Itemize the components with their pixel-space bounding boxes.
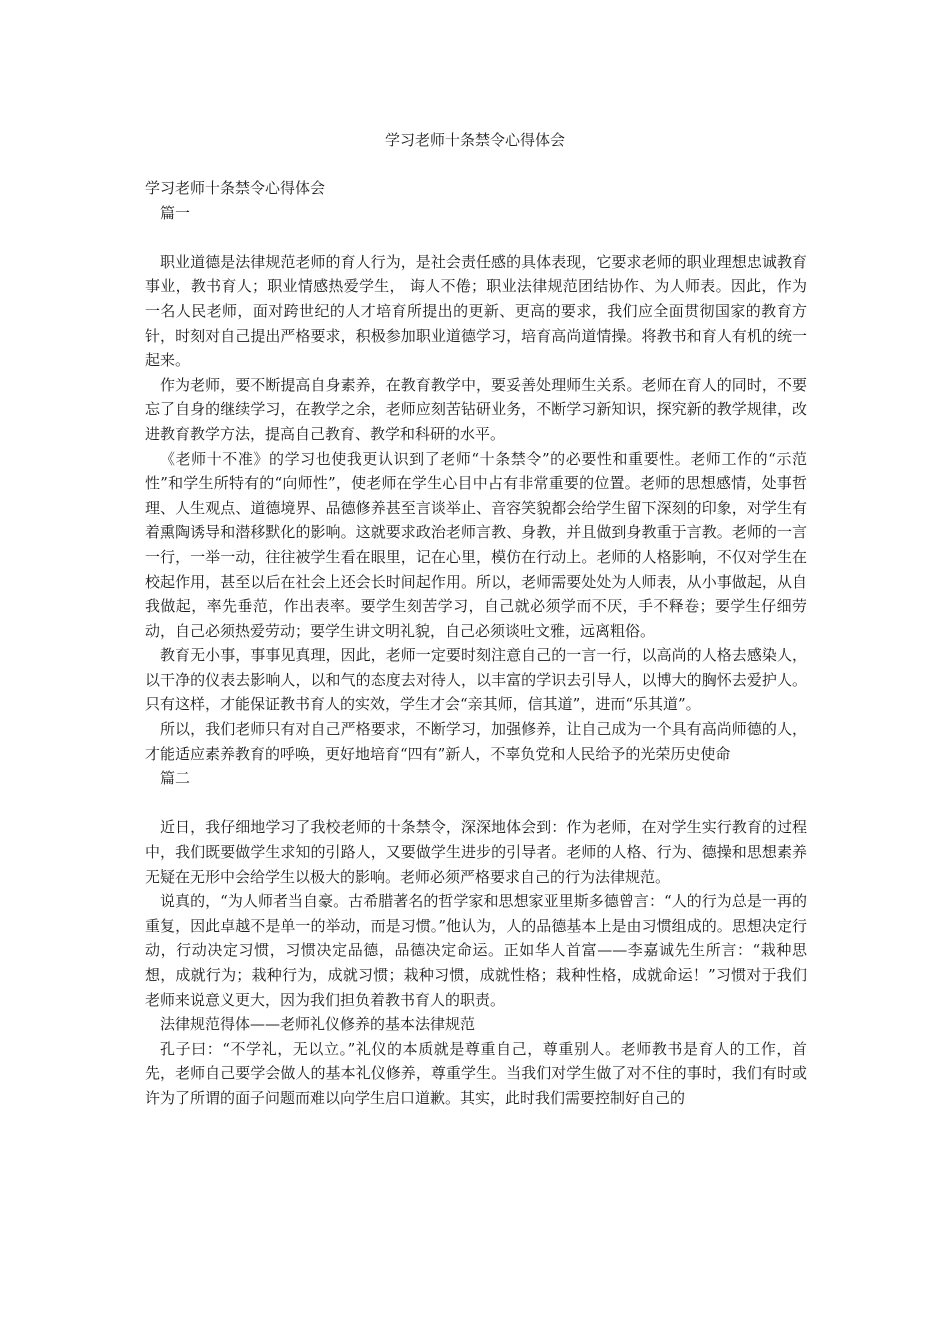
paragraph: 所以，我们老师只有对自己严格要求，不断学习，加强修养，让自己成为一个具有高尚师德的人，才能适应素养教育的呼唤，更好地培育“四有”新人，不辜负党和人民给予的光荣历史使命 <box>145 720 807 763</box>
paragraph: 教育无小事，事事见真理，因此，老师一定要时刻注意自己的一言一行，以高尚的人格去感染人，以干净的仪表去影响人，以和气的态度去对待人，以丰富的学识去引导人，以博大的胸怀去爱护人。只有这样，才能保证教书育人的实效，学生才会“亲其师，信其道”，进而“乐其道”。 <box>145 646 807 714</box>
section-heading: 篇一 <box>160 203 191 222</box>
section-heading: 篇二 <box>160 769 191 788</box>
paragraph: 孔子曰：“不学礼，无以立。”礼仪的本质就是尊重自己，尊重别人。老师教书是育人的工作，首先，老师自己要学会做人的基本礼仪修养，尊重学生。当我们对学生做了对不住的事时，我们有时或许为了所谓的面子问题而难以向学生启口道歉。其实，此时我们需要控制好自己的 <box>145 1039 807 1107</box>
document-subtitle: 学习老师十条禁令心得体会 <box>145 179 326 197</box>
document-body <box>145 176 807 1111</box>
document-title: 学习老师十条禁令心得体会 <box>384 131 565 149</box>
paragraph: 职业道德是法律规范老师的育人行为，是社会责任感的具体表现，它要求老师的职业理想忠诚教育事业，教书育人；职业情感热爱学生， 诲人不倦；职业法律规范团结协作、为人师表。因此，作为一名人民老师，面对跨世纪的人才培育所提出的更新、更高的要求，我们应全面贯彻国家的教育方针，时刻对自己提出严格要求，积极参加职业道德学习，培育高尚道情操。将教书和育人有机的统一起来。 <box>145 252 807 370</box>
paragraph: 法律规范得体——老师礼仪修养的基本法律规范 <box>160 1015 476 1034</box>
blank-line <box>145 791 807 816</box>
paragraph: 说真的，“为人师者当自豪。古希腊著名的哲学家和思想家亚里斯多德曾言：“人的行为总是一再的重复，因此卓越不是单一的举动，而是习惯。”他认为，人的品德基本上是由习惯组成的。思想决定行动，行动决定习惯，习惯决定品德，品德决定命运。正如华人首富——李嘉诚先生所言：“栽种思想，成就行为；栽种行为，成就习惯；栽种习惯，成就性格；栽种性格，成就命运！”习惯对于我们老师来说意义更大，因为我们担负着教书育人的职责。 <box>145 892 807 1009</box>
blank-line <box>145 225 807 250</box>
paragraph: 《老师十不准》的学习也使我更认识到了老师“十条禁令”的必要性和重要性。老师工作的“示范性”和学生所特有的“向师性”，使老师在学生心目中占有非常重要的位置。老师的思想感情，处事哲理、人生观点、道德境界、品德修养甚至言谈举止、音容笑貌都会给学生留下深刻的印象，对学生有着熏陶诱导和潜移默化的影响。这就要求政治老师言教、身教，并且做到身教重于言教。老师的一言一行，一举一动，往往被学生看在眼里，记在心里，模仿在行动上。老师的人格影响，不仅对学生在校起作用，甚至以后在社会上还会长时间起作用。所以，老师需要处处为人师表，从小事做起，从自我做起，率先垂范，作出表率。要学生刻苦学习，自己就必须学而不厌，手不释卷；要学生仔细劳动，自己必须热爱劳动；要学生讲文明礼貌，自己必须谈吐文雅，远离粗俗。 <box>145 449 807 640</box>
paragraph: 作为老师，要不断提高自身素养，在教育教学中，要妥善处理师生关系。老师在育人的同时，不要忘了自身的继续学习，在教学之余，老师应刻苦钻研业务，不断学习新知识，探究新的教学规律，改进教育教学方法，提高自己教育、教学和科研的水平。 <box>145 375 807 443</box>
paragraph: 近日，我仔细地学习了我校老师的十条禁令，深深地体会到：作为老师，在对学生实行教育的过程中，我们既要做学生求知的引路人，又要做学生进步的引导者。老师的人格、行为、德操和思想素养无疑在无形中会给学生以极大的影响。老师必须严格要求自己的行为法律规范。 <box>145 818 807 886</box>
